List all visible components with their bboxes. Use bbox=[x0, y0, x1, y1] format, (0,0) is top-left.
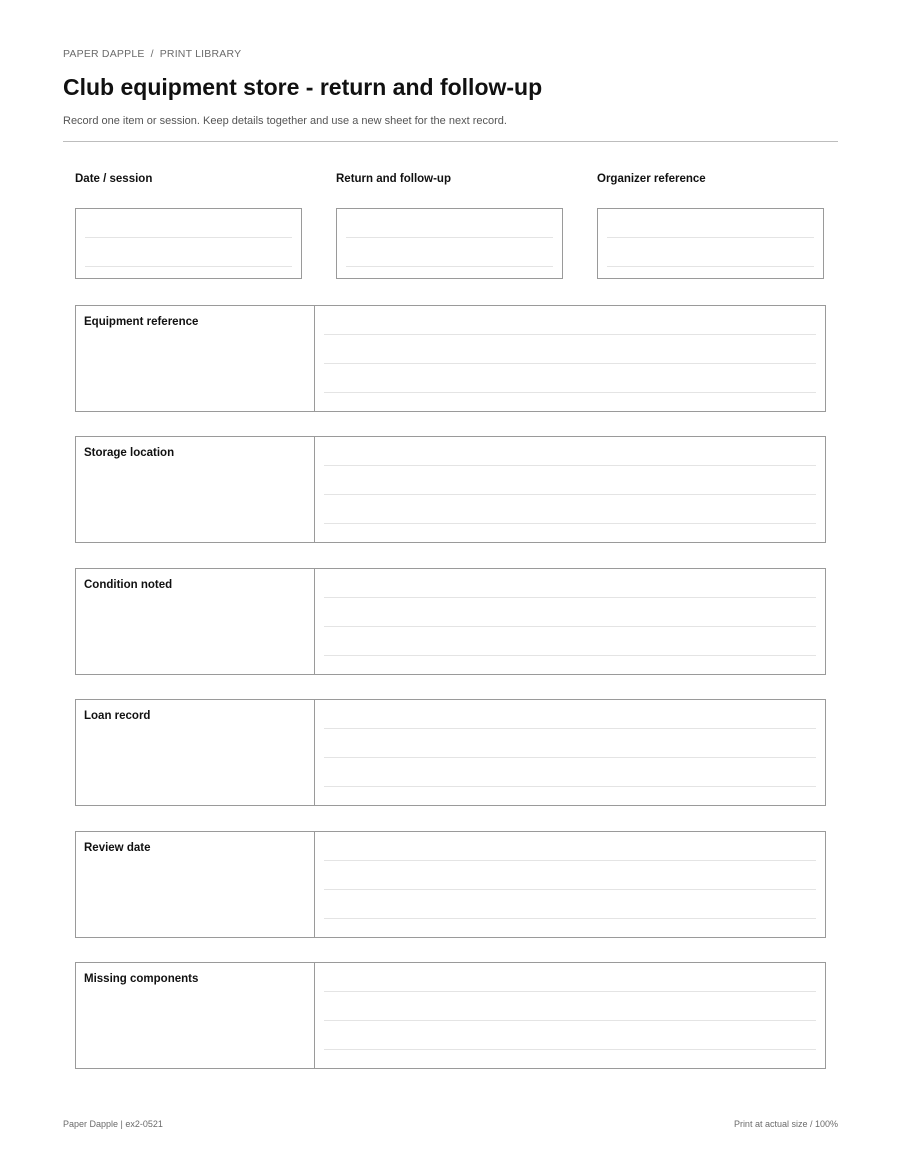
writing-line[interactable] bbox=[324, 334, 816, 335]
writing-line[interactable] bbox=[324, 465, 816, 466]
section-label-cell bbox=[76, 437, 315, 542]
writing-line[interactable] bbox=[324, 757, 816, 758]
writing-line bbox=[85, 266, 292, 267]
section-equipment-reference bbox=[75, 305, 826, 412]
writing-line[interactable] bbox=[324, 1049, 816, 1050]
organizer-reference-field[interactable] bbox=[597, 208, 824, 279]
writing-line[interactable] bbox=[324, 392, 816, 393]
section-label: Equipment reference bbox=[84, 316, 199, 328]
writing-line bbox=[607, 266, 814, 267]
section-label-cell bbox=[76, 569, 315, 674]
return-follow-up-label: Return and follow-up bbox=[336, 173, 451, 185]
return-follow-up-field[interactable] bbox=[336, 208, 563, 279]
breadcrumb bbox=[63, 48, 241, 60]
page-instructions: Record one item or session. Keep details together and use a new sheet for the next record. bbox=[63, 115, 507, 127]
section-loan-record bbox=[75, 699, 826, 806]
writing-line[interactable] bbox=[324, 860, 816, 861]
footer-document-id: Paper Dapple | ex2-0521 bbox=[63, 1119, 163, 1129]
section-label-cell bbox=[76, 700, 315, 805]
section-label: Review date bbox=[84, 842, 151, 854]
section-label: Missing components bbox=[84, 973, 199, 985]
page-title: Club equipment store - return and follow-up bbox=[63, 74, 543, 100]
writing-line bbox=[607, 237, 814, 238]
breadcrumb-section: PRINT LIBRARY bbox=[159, 48, 242, 60]
section-label: Loan record bbox=[84, 710, 151, 722]
date-session-label: Date / session bbox=[75, 173, 153, 185]
writing-line[interactable] bbox=[324, 1020, 816, 1021]
writing-line[interactable] bbox=[324, 655, 816, 656]
section-label-cell bbox=[76, 306, 315, 411]
section-review-date bbox=[75, 831, 826, 938]
breadcrumb-separator: / bbox=[150, 48, 154, 60]
section-label: Storage location bbox=[84, 447, 175, 459]
writing-line[interactable] bbox=[324, 889, 816, 890]
header-divider bbox=[63, 141, 838, 142]
section-label: Condition noted bbox=[84, 579, 173, 591]
writing-line bbox=[85, 237, 292, 238]
breadcrumb-brand: PAPER DAPPLE bbox=[63, 48, 145, 60]
writing-line[interactable] bbox=[324, 363, 816, 364]
section-label-cell bbox=[76, 963, 315, 1068]
writing-line[interactable] bbox=[324, 523, 816, 524]
writing-line[interactable] bbox=[324, 991, 816, 992]
section-missing-components bbox=[75, 962, 826, 1069]
writing-line bbox=[346, 266, 553, 267]
writing-line[interactable] bbox=[324, 728, 816, 729]
writing-line[interactable] bbox=[324, 626, 816, 627]
section-label-cell bbox=[76, 832, 315, 937]
organizer-reference-label: Organizer reference bbox=[597, 173, 706, 185]
footer-print-note: Print at actual size / 100% bbox=[733, 1119, 838, 1129]
section-storage-location bbox=[75, 436, 826, 543]
writing-line bbox=[346, 237, 553, 238]
writing-line[interactable] bbox=[324, 494, 816, 495]
section-condition-noted bbox=[75, 568, 826, 675]
writing-line[interactable] bbox=[324, 918, 816, 919]
date-session-field[interactable] bbox=[75, 208, 302, 279]
writing-line[interactable] bbox=[324, 786, 816, 787]
writing-line[interactable] bbox=[324, 597, 816, 598]
